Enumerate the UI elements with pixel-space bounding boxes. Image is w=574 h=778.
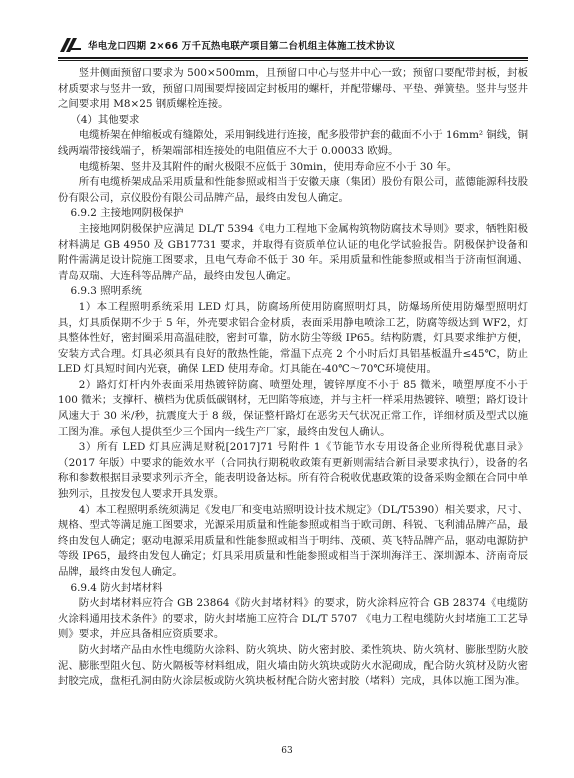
section-heading: 6.9.3 照明系统 [70, 285, 142, 298]
section-heading: （4）其他要求 [70, 113, 140, 126]
header-title: 华电龙口四期 2×66 万千瓦热电联产项目第二台机组主体施工技术协议 [88, 41, 396, 52]
paragraph: 1）本工程照明系统采用 LED 灯具，防腐场所使用防腐照明灯具，防爆场所使用防爆型照明灯具，灯具质保期不少于 5 年，外壳要求铝合金材质，表面采用静电喷涂工艺，防腐等级达到 WF2，灯具整体性好，密封圈采用高温硅胶，密封可靠，防水防尘等级 IP65。结构防震，灯具要求维护方便，安装方式合理。灯具必须具有良好的散热性能，常温下点亮 2 个小时后灯具铝基板温升≤45℃，防止 LED 灯具短时间内光衰，确保 LED 使用寿命。灯具能在-40℃～70℃环境使用。 [58, 300, 528, 376]
paragraph: 所有电缆桥架成品采用质量和性能参照或相当于安徽天康（集团）股份有限公司，蓝德能源科技股份有限公司，京仪股份有限公司品牌产品，最终由发包人确定。 [58, 176, 528, 204]
header-rule-thick [58, 57, 528, 59]
section-heading: 6.9.2 主接地网阴极保护 [70, 207, 184, 220]
page-header [58, 35, 528, 55]
paragraph: 4）本工程照明系统须满足《发电厂和变电站照明设计技术规定》（DL/T5390）相关要求，尺寸、规格、型式等满足施工图要求，光源采用质量和性能参照或相当于欧司朗、科锐、飞利浦品牌产品，最终由发包人确定；驱动电源采用质量和性能参照或相当于明纬、茂硕、英飞特品牌产品，驱动电源防护等级 IP65，最终由发包人确定；灯具采用质量和性能参照或相当于深圳海洋王、深圳源本、济南奇辰品牌，最终由发包人确定。 [58, 503, 528, 578]
section-heading: 6.9.4 防火封堵材料 [70, 581, 163, 594]
paragraph: 2）路灯灯杆内外表面采用热镀锌防腐、喷塑处理，镀锌厚度不小于 85 微米，喷塑厚度不小于 100 微米；支撑杆、横档为优质低碳钢材，无凹陷等痕迹，并与主杆一样采用热镀锌、喷塑；路灯设计风速大于 30 米/秒，抗震度大于 8 级，保证整杆路灯在恶劣天气状况正常工作，详细材质及型式以施工图为准。承包人提供至少三个国内一线生产厂家，最终由发包人确认。 [58, 378, 528, 438]
paragraph: 竖井侧面预留口要求为 500×500mm，且预留口中心与竖井中心一致；预留口要配带封板，封板材质要求与竖井一致，预留口周围要焊接固定封板用的螺杆，并配带螺母、平垫、弹簧垫。竖井与竖井之间要求用 M8×25 钢质螺栓连接。 [58, 67, 528, 111]
header-rule-thin [58, 60, 528, 61]
paragraph: 3）所有 LED 灯具应满足财税[2017]71 号附件 1《节能节水专用设备企业所得税优惠目录》（2017 年版）中要求的能效水平（合同执行期税收政策有更新则需结合新目录要求执行），设备的名称和参数根据目录要求列示齐全，能表明设备达标。所有符合税收优惠政策的设备采购金额在合同中单独列示，且按发包人要求开具发票。 [58, 441, 528, 501]
paragraph: 电缆桥架在伸缩板或有缝隙处，采用铜线进行连接，配多股带护套的截面不小于 16mm² 铜线，铜线两端带接线端子，桥架端部相连接处的电阻值应不大于 0.00033 欧姆。 [58, 129, 528, 157]
paragraph: 防火封堵材料应符合 GB 23864《防火封堵材料》的要求，防火涂料应符合 GB 28374《电缆防火涂料通用技术条件》的要求，防火封堵施工应符合 DL/T 5707 《电力工程电缆防火封堵施工工艺导则》要求，并应具备相应资质要求。 [58, 597, 528, 641]
page-number: 63 [281, 746, 293, 756]
paragraph: 电缆桥架、竖井及其附件的耐火极限不应低于 30min，使用寿命应不小于 30 年。 [78, 160, 458, 173]
paragraph: 防火封堵产品由水性电缆防火涂料、防火筑块、防火密封胶、柔性筑块、防火筑材、膨胀型防火胶泥、膨胀型阻火包、防火隔板等材料组成，阻火墙由防火筑块或防火水泥砌成，配合防火筑材及防火密封胶完成，盘柜孔洞由防火涂层板或防火筑块板材配合防火密封胶（堵料）完成，具体以施工图为准。 [58, 643, 528, 688]
paragraph: 主接地网阴极保护应满足 DL/T 5394《电力工程地下金属构筑物防腐技术导则》要求，牺牲阳极材料满足 GB 4950 及 GB17731 要求，并取得有资质单位认证的电化学试验报告。阴极保护设备和附件需满足设计院施工图要求，且电气寿命不低于 30 年。采用质量和性能参照或相当于济南恒润通、青岛双瑞、大连科等品牌产品，最终由发包人确定。 [58, 222, 528, 282]
document-body [58, 66, 528, 690]
company-logo-icon [58, 37, 82, 53]
